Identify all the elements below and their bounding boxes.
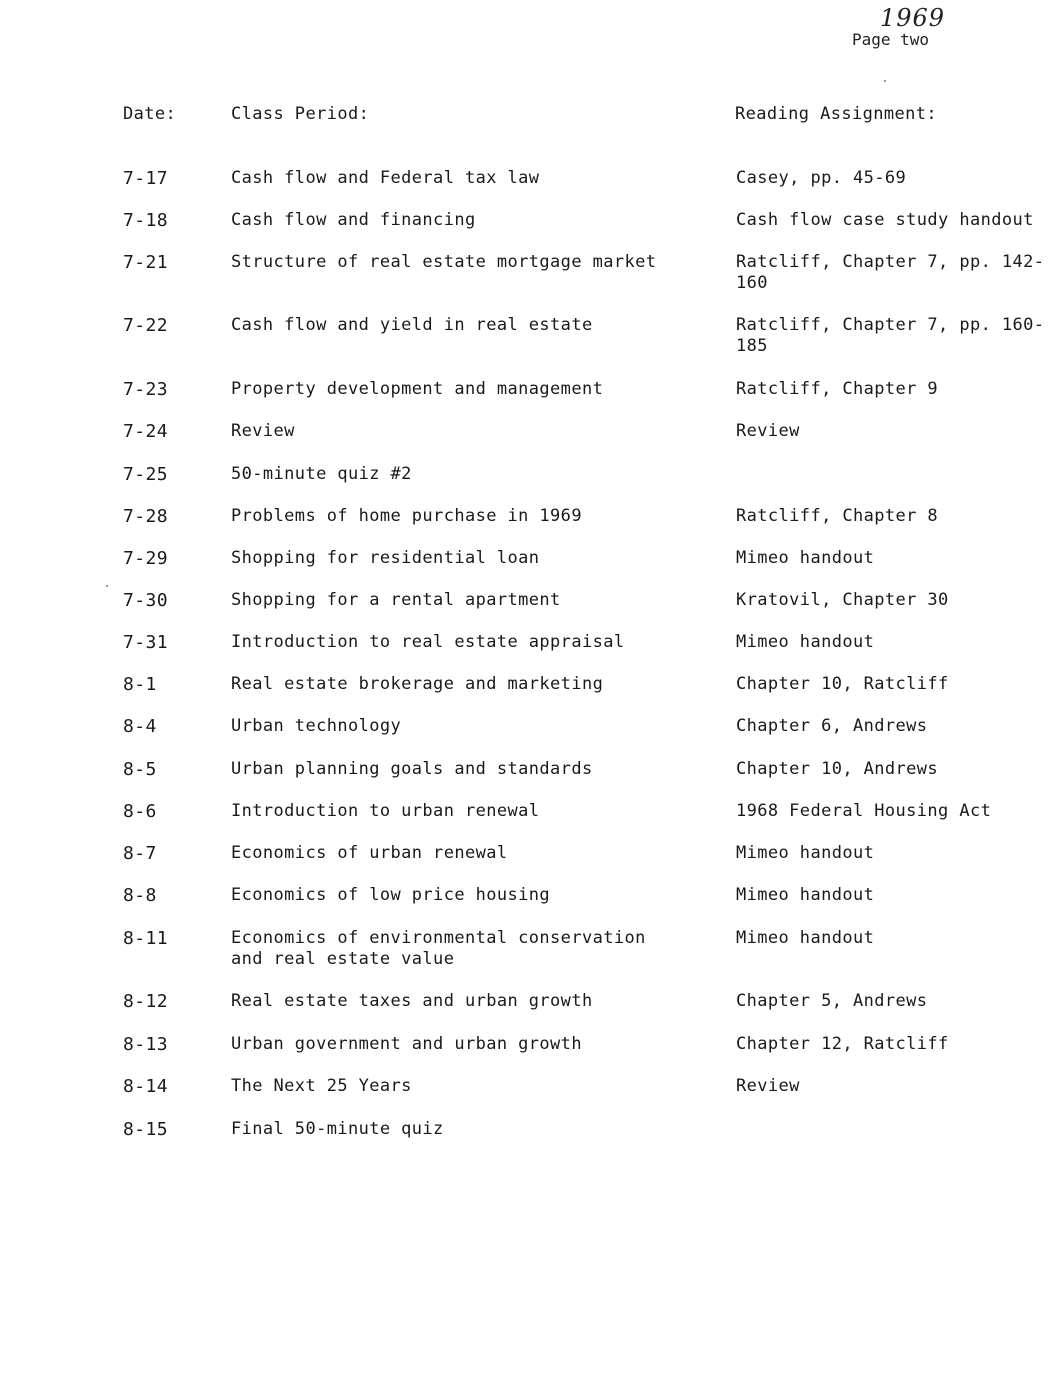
row-class-period: Structure of real estate mortgage market [231, 252, 657, 272]
row-date: 7-25 [123, 464, 168, 485]
row-reading-assignment: Ratcliff, Chapter 9 [736, 379, 939, 399]
row-date: 8-12 [123, 991, 168, 1012]
row-date: 8-4 [123, 716, 157, 737]
row-reading-assignment: Ratcliff, Chapter 8 [736, 506, 939, 526]
row-class-period: Cash flow and yield in real estate [231, 315, 593, 335]
row-date: 8-14 [123, 1076, 168, 1097]
row-class-period: Urban technology [231, 716, 402, 736]
row-date: 8-8 [123, 885, 157, 906]
row-class-period: Cash flow and financing [231, 210, 476, 230]
row-reading-assignment: Ratcliff, Chapter 7, pp. 160- 185 [736, 315, 1045, 356]
row-date: 7-24 [123, 421, 168, 442]
row-reading-assignment: Mimeo handout [736, 885, 875, 905]
row-class-period: Final 50-minute quiz [231, 1119, 444, 1139]
row-reading-assignment: Casey, pp. 45-69 [736, 168, 907, 188]
class-period-column-header: Class Period: [231, 104, 370, 124]
row-reading-assignment: Cash flow case study handout [736, 210, 1034, 230]
row-class-period: Introduction to real estate appraisal [231, 632, 625, 652]
row-date: 7-29 [123, 548, 168, 569]
scan-speck [106, 585, 108, 587]
row-class-period: Urban government and urban growth [231, 1034, 582, 1054]
row-reading-assignment: Chapter 5, Andrews [736, 991, 928, 1011]
row-date: 8-6 [123, 801, 157, 822]
row-date: 8-11 [123, 928, 168, 949]
row-reading-assignment: Review [736, 1076, 800, 1096]
row-class-period: Introduction to urban renewal [231, 801, 540, 821]
row-class-period: Cash flow and Federal tax law [231, 168, 540, 188]
row-class-period: Urban planning goals and standards [231, 759, 593, 779]
row-class-period: 50-minute quiz #2 [231, 464, 412, 484]
row-reading-assignment: Chapter 12, Ratcliff [736, 1034, 949, 1054]
row-reading-assignment: Mimeo handout [736, 548, 875, 568]
row-date: 8-5 [123, 759, 157, 780]
page-number-label: Page two [852, 30, 930, 49]
row-date: 8-13 [123, 1034, 168, 1055]
scan-speck [884, 80, 886, 82]
row-date: 7-18 [123, 210, 168, 231]
date-column-header: Date: [123, 104, 177, 124]
row-reading-assignment: 1968 Federal Housing Act [736, 801, 992, 821]
handwritten-year: 1969 [880, 4, 946, 32]
row-reading-assignment: Ratcliff, Chapter 7, pp. 142- 160 [736, 252, 1045, 293]
row-class-period: Economics of environmental conservation and real estate value [231, 928, 646, 969]
row-date: 7-22 [123, 315, 168, 336]
row-date: 7-31 [123, 632, 168, 653]
row-reading-assignment: Chapter 10, Andrews [736, 759, 939, 779]
row-reading-assignment: Mimeo handout [736, 843, 875, 863]
row-date: 7-28 [123, 506, 168, 527]
row-date: 8-7 [123, 843, 157, 864]
row-date: 8-1 [123, 674, 157, 695]
row-class-period: Property development and management [231, 379, 604, 399]
row-date: 7-23 [123, 379, 168, 400]
row-class-period: The Next 25 Years [231, 1076, 412, 1096]
row-class-period: Real estate brokerage and marketing [231, 674, 604, 694]
row-class-period: Real estate taxes and urban growth [231, 991, 593, 1011]
row-class-period: Shopping for residential loan [231, 548, 540, 568]
row-class-period: Economics of low price housing [231, 885, 551, 905]
row-reading-assignment: Kratovil, Chapter 30 [736, 590, 949, 610]
row-date: 7-30 [123, 590, 168, 611]
row-reading-assignment: Mimeo handout [736, 928, 875, 948]
row-class-period: Review [231, 421, 295, 441]
row-reading-assignment: Review [736, 421, 800, 441]
row-date: 7-17 [123, 168, 168, 189]
row-date: 7-21 [123, 252, 168, 273]
row-date: 8-15 [123, 1119, 168, 1140]
row-class-period: Shopping for a rental apartment [231, 590, 561, 610]
row-class-period: Problems of home purchase in 1969 [231, 506, 582, 526]
row-class-period: Economics of urban renewal [231, 843, 508, 863]
row-reading-assignment: Chapter 6, Andrews [736, 716, 928, 736]
reading-assignment-column-header: Reading Assignment: [735, 104, 938, 124]
row-reading-assignment: Mimeo handout [736, 632, 875, 652]
row-reading-assignment: Chapter 10, Ratcliff [736, 674, 949, 694]
